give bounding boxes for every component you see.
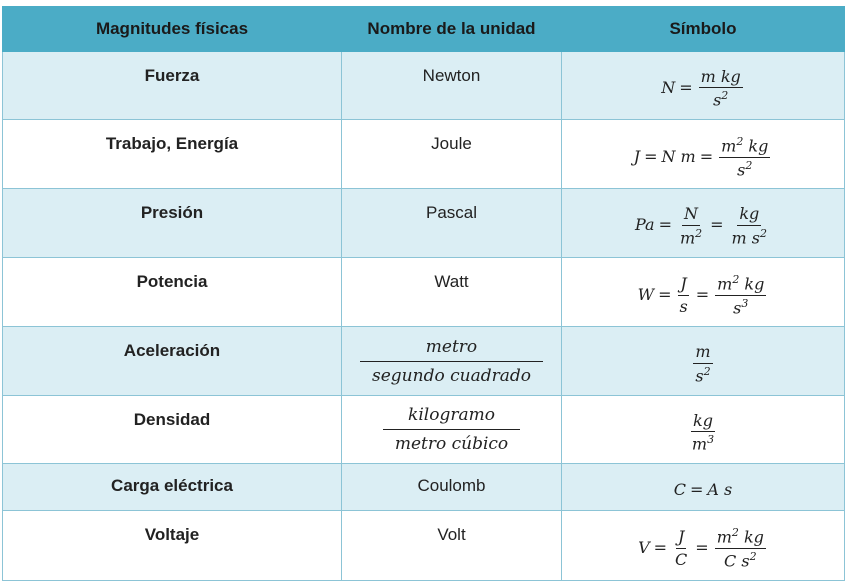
symbol-cell — [562, 120, 845, 189]
symbol-formula: J = N m = $\frac{m^2 kg}{s^2}$ — [633, 134, 769, 179]
unit-cell: Joule — [342, 120, 562, 189]
symbol-cell — [562, 258, 845, 327]
unit-cell — [342, 396, 562, 464]
table-row — [3, 464, 845, 511]
magnitude-cell: Fuerza — [3, 52, 342, 120]
magnitude-cell: Densidad — [3, 396, 342, 464]
unit-numerator: kilogramo — [383, 405, 520, 430]
symbol-formula: V = $\frac{J}{C}$ = $\frac{m^2 kg}{C s^2}$ — [638, 526, 764, 571]
magnitude-cell: Voltaje — [3, 511, 342, 581]
unit-numerator: metro — [360, 337, 543, 362]
unit-cell: Newton — [342, 52, 562, 120]
unit-denominator: metro cúbico — [394, 434, 509, 454]
symbol-cell — [562, 189, 845, 258]
symbol-cell — [562, 327, 845, 396]
unit-denominator: segundo cuadrado — [372, 365, 531, 386]
units-table — [2, 6, 845, 581]
table-row — [3, 327, 845, 396]
symbol-formula: Pa = $\frac{N}{m^2}$ = $\frac{kg}{m s^2}$ — [634, 204, 768, 248]
symbol-cell — [562, 511, 845, 581]
symbol-cell — [562, 464, 845, 511]
symbol-cell — [562, 396, 845, 464]
table-row — [3, 396, 845, 464]
magnitude-cell: Presión — [3, 189, 342, 258]
table-row — [3, 52, 845, 120]
table-row — [3, 258, 845, 327]
symbol-cell — [562, 52, 845, 120]
symbol-formula: $\frac{m}{s^2}$ — [695, 342, 711, 386]
magnitude-cell: Carga eléctrica — [3, 464, 342, 511]
table-row — [3, 189, 845, 258]
unit-cell: Volt — [342, 511, 562, 581]
unit-word-fraction — [366, 337, 537, 386]
symbol-formula: W = $\frac{J}{s}$ = $\frac{m^2 kg}{s^3}$ — [637, 272, 765, 317]
header-symbol: Símbolo — [562, 7, 845, 52]
magnitude-cell: Potencia — [3, 258, 342, 327]
magnitude-cell: Aceleración — [3, 327, 342, 396]
unit-cell: Watt — [342, 258, 562, 327]
table-row — [3, 120, 845, 189]
magnitude-cell: Trabajo, Energía — [3, 120, 342, 189]
symbol-formula: C = A s — [673, 480, 733, 499]
header-row — [3, 7, 845, 52]
symbol-formula: $\frac{kg}{m^3}$ — [691, 410, 715, 454]
symbol-formula: N = $\frac{\text{m kg}}{s^2}$ — [661, 66, 741, 110]
unit-cell: Pascal — [342, 189, 562, 258]
header-unit-name: Nombre de la unidad — [342, 7, 562, 52]
table-row — [3, 511, 845, 581]
header-magnitudes: Magnitudes físicas — [3, 7, 342, 52]
unit-cell — [342, 327, 562, 396]
unit-word-fraction — [389, 405, 514, 454]
unit-cell: Coulomb — [342, 464, 562, 511]
